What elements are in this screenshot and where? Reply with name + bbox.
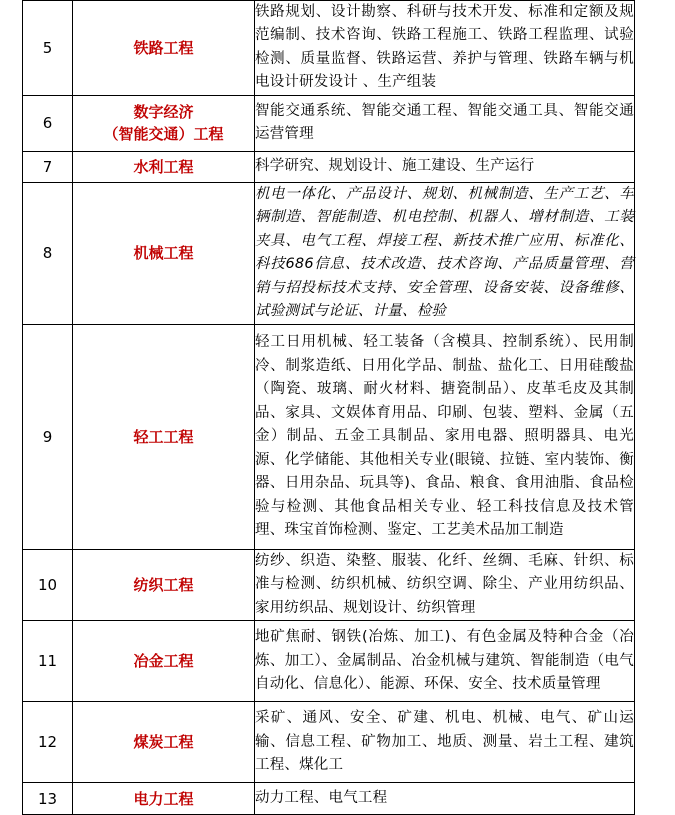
specialty-name — [73, 621, 255, 702]
table-row — [23, 621, 635, 702]
specialty-table — [22, 0, 635, 815]
row-number: 6 — [23, 95, 73, 151]
specialty-scope: 机电一体化、产品设计、规划、机械制造、生产工艺、车辆制造、智能制造、机电控制、机器人、增材制造、工装夹具、电气工程、焊接工程、新技术推广应用、标准化、科技686信息、技术改造、技术咨询、产品质量管理、营销与招投标技术支持、安全管理、设备安装、设备维修、试验测试与论证、计量、检验 — [255, 182, 635, 324]
specialty-scope: 科学研究、规划设计、施工建设、生产运行 — [255, 151, 635, 182]
specialty-name-line: 冶金工程 — [133, 652, 194, 671]
row-number: 12 — [23, 702, 73, 783]
specialty-name — [73, 182, 255, 324]
row-number: 8 — [23, 182, 73, 324]
specialty-name-line: 机械工程 — [133, 244, 194, 263]
row-number: 7 — [23, 151, 73, 182]
specialty-name — [73, 324, 255, 549]
specialty-name-line: （智能交通）工程 — [103, 125, 224, 144]
specialty-scope: 纺纱、织造、染整、服装、化纤、丝绸、毛麻、针织、标准与检测、纺织机械、纺织空调、除尘、产业用纺织品、家用纺织品、规划设计、纺织管理 — [255, 549, 635, 620]
row-number: 5 — [23, 1, 73, 96]
specialty-name — [73, 95, 255, 151]
table-row — [23, 1, 635, 96]
specialty-scope: 采矿、通风、安全、矿建、机电、机械、电气、矿山运输、信息工程、矿物加工、地质、测量、岩土工程、建筑工程、煤化工 — [255, 702, 635, 783]
specialty-name-line: 水利工程 — [133, 157, 194, 176]
specialty-name-line: 煤炭工程 — [133, 733, 194, 752]
specialty-name — [73, 151, 255, 182]
specialty-scope: 铁路规划、设计勘察、科研与技术开发、标准和定额及规范编制、技术咨询、铁路工程施工、铁路工程监理、试验检测、质量监督、铁路运营、养护与管理、铁路车辆与机电设计研发设计 、生产组装 — [255, 1, 635, 96]
specialty-name — [73, 549, 255, 620]
specialty-name-line: 轻工工程 — [133, 427, 194, 446]
specialty-name-line: 数字经济 — [133, 102, 194, 121]
table-row — [23, 702, 635, 783]
row-number: 10 — [23, 549, 73, 620]
specialty-name — [73, 702, 255, 783]
table-row — [23, 151, 635, 182]
row-number: 9 — [23, 324, 73, 549]
specialty-scope: 地矿焦耐、钢铁(冶炼、加工)、有色金属及特种合金（冶炼、加工）、金属制品、冶金机械与建筑、智能制造（电气自动化、信息化）、能源、环保、安全、技术质量管理 — [255, 621, 635, 702]
specialty-scope: 轻工日用机械、轻工装备（含模具、控制系统）、民用制冷、制浆造纸、日用化学品、制盐、盐化工、日用硅酸盐（陶瓷、玻璃、耐火材料、搪瓷制品）、皮革毛皮及其制品、家具、文娱体育用品、印刷、包装、塑料、金属（五金）制品、五金工具制品、家用电器、照明器具、电光源、化学储能、其他相关专业(眼镜、拉链、室内装饰、衡器、日用杂品、玩具等)、食品、粮食、食用油脂、食品检验与检测、其他食品相关专业、轻工科技信息及技术管理、珠宝首饰检测、鉴定、工艺美术品加工制造 — [255, 324, 635, 549]
specialty-name — [73, 1, 255, 96]
row-number: 11 — [23, 621, 73, 702]
table-row — [23, 95, 635, 151]
specialty-name-line: 电力工程 — [133, 789, 194, 808]
specialty-name-line: 纺织工程 — [133, 575, 194, 594]
table-row — [23, 324, 635, 549]
specialty-name-line: 铁路工程 — [133, 38, 194, 57]
table-body — [23, 1, 635, 815]
specialty-scope: 智能交通系统、智能交通工程、智能交通工具、智能交通运营管理 — [255, 95, 635, 151]
table-row — [23, 549, 635, 620]
row-number: 13 — [23, 783, 73, 815]
table-row — [23, 182, 635, 324]
specialty-scope: 动力工程、电气工程 — [255, 783, 635, 815]
